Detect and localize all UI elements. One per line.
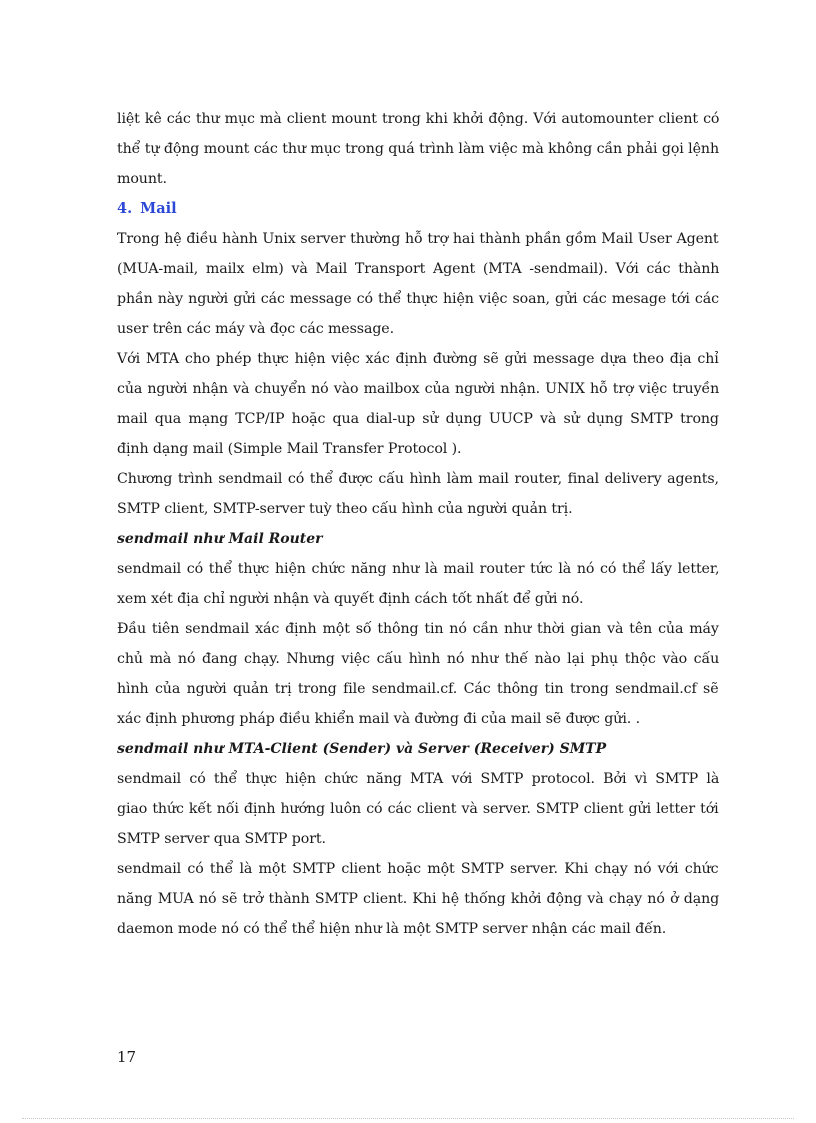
text-line: mail qua mạng TCP/IP hoặc qua dial-up sử dụng UUCP và sử dụng SMTP trong <box>117 411 719 427</box>
text-line: SMTP client, SMTP-server tuỳ theo cấu hình của người quản trị. <box>117 501 573 517</box>
text-line: chủ mà nó đang chạy. Nhưng việc cấu hình nó như thế nào lại phụ thộc vào cấu <box>117 651 720 667</box>
section-heading <box>117 194 719 224</box>
section-number: 4. <box>117 200 133 217</box>
text-line: mount. <box>117 171 167 187</box>
text-line: xem xét địa chỉ người nhận và quyết định cách tốt nhất để gửi nó. <box>117 591 584 607</box>
text-line: định dạng mail (Simple Mail Transfer Protocol ). <box>117 441 462 457</box>
text-line: phần này người gửi các message có thể thực hiện việc soan, gửi các mesage tới các <box>117 291 719 307</box>
text-line: sendmail có thể thực hiện chức năng như là mail router tức là nó có thể lấy letter, <box>117 561 720 577</box>
text-line: (MUA-mail, mailx elm) và Mail Transport Agent (MTA -sendmail). Với các thành <box>117 261 720 277</box>
text-line: Trong hệ điều hành Unix server thường hỗ trợ hai thành phần gồm Mail User Agent <box>117 231 719 247</box>
text-line: Chương trình sendmail có thể được cấu hình làm mail router, final delivery agents, <box>117 471 719 487</box>
text-line: hình của người quản trị trong file sendmail.cf. Các thông tin trong sendmail.cf sẽ <box>117 681 719 697</box>
subheading-mta-client-server: sendmail như MTA-Client (Sender) và Server (Receiver) SMTP <box>117 741 607 757</box>
text-line: thể tự động mount các thư mục trong quá trình làm việc mà không cần phải gọi lệnh <box>117 141 719 157</box>
text-line: giao thức kết nối định hướng luôn có các client và server. SMTP client gửi letter tới <box>117 801 719 817</box>
subheading-mail-router: sendmail như Mail Router <box>117 531 323 547</box>
text-line: daemon mode nó có thể thể hiện như là một SMTP server nhận các mail đến. <box>117 921 667 937</box>
text-line: user trên các máy và đọc các message. <box>117 321 395 337</box>
text-line: SMTP server qua SMTP port. <box>117 831 326 847</box>
text-line: Đầu tiên sendmail xác định một số thông tin nó cần như thời gian và tên của máy <box>117 621 719 637</box>
section-title: Mail <box>140 200 177 217</box>
text-line: năng MUA nó sẽ trở thành SMTP client. Khi hệ thống khởi động và chạy nó ở dạng <box>117 891 720 907</box>
page-number: 17 <box>117 1048 137 1066</box>
text-line: sendmail có thể là một SMTP client hoặc một SMTP server. Khi chạy nó với chức <box>117 861 719 877</box>
text-line: của người nhận và chuyển nó vào mailbox của người nhận. UNIX hỗ trợ việc truyền <box>117 381 720 397</box>
footer-divider <box>22 1118 794 1119</box>
text-line: sendmail có thể thực hiện chức năng MTA với SMTP protocol. Bởi vì SMTP là <box>117 771 720 787</box>
text-line: Với MTA cho phép thực hiện việc xác định đường sẽ gửi message dựa theo địa chỉ <box>117 351 719 367</box>
text-line: liệt kê các thư mục mà client mount trong khi khởi động. Với automounter client có <box>117 111 720 127</box>
document-page <box>117 104 719 944</box>
text-line: xác định phương pháp điều khiển mail và đường đi của mail sẽ được gửi. . <box>117 711 640 727</box>
